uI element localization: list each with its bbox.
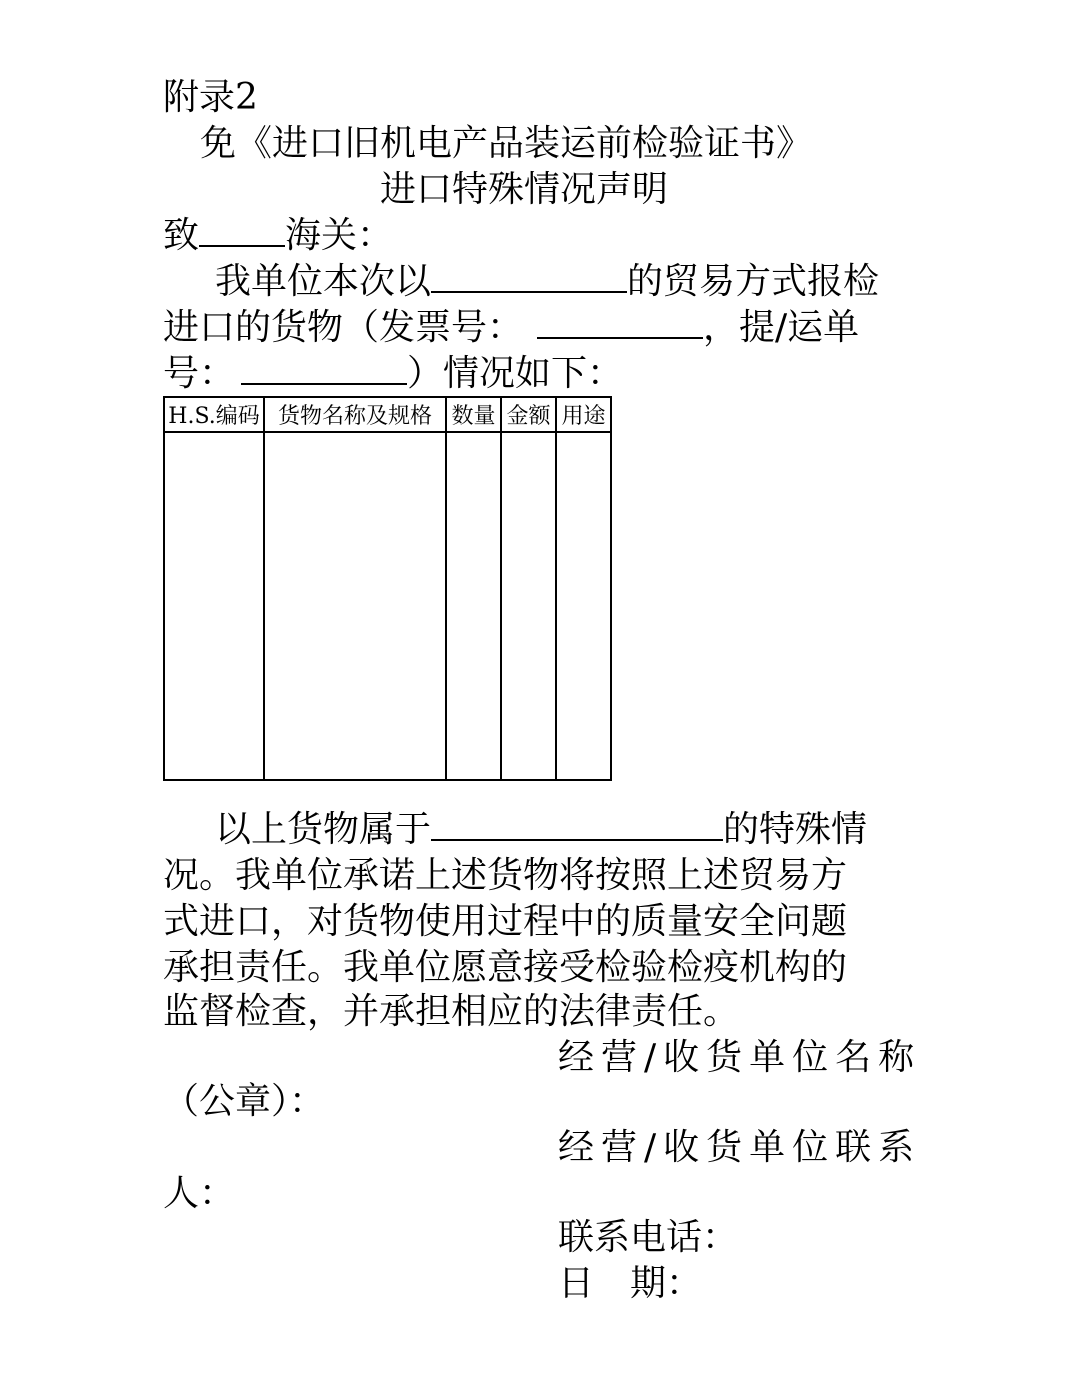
- goods-name-header: 货物名称及规格: [264, 397, 446, 432]
- amount-cell[interactable]: [501, 432, 556, 780]
- appendix-label: 附录2: [163, 77, 258, 118]
- customs-blank: [199, 215, 285, 247]
- phone-label: 联系电话：: [558, 1217, 739, 1258]
- para2-line-2: 况。我单位承诺上述货物将按照上述贸易方: [163, 855, 848, 896]
- table-header-row: [164, 397, 611, 432]
- para1-text: ）情况如下：: [407, 353, 624, 394]
- bill-of-lading-blank: [241, 353, 407, 385]
- para1-text: ，提/运单: [703, 307, 860, 348]
- goods-table: [163, 396, 612, 781]
- title-line-1: 免《进口旧机电产品装运前检验证书》: [200, 123, 813, 164]
- para2-line-4: 承担责任。我单位愿意接受检验检疫机构的: [163, 947, 848, 988]
- date-label: 日 期：: [558, 1263, 703, 1304]
- company-seal-label: （公章）：: [163, 1081, 326, 1122]
- para2-line-1: [163, 808, 867, 852]
- invoice-number-blank: [537, 307, 703, 339]
- addressee-prefix: 致: [163, 215, 200, 256]
- para1-text: 我单位本次以: [215, 261, 432, 302]
- para2-text: 以上货物属于: [215, 809, 432, 850]
- company-name-label: 经营/收货单位名称: [558, 1037, 922, 1078]
- hs-code-header: H.S.编码: [164, 397, 264, 432]
- para1-text: 进口的货物（发票号：: [163, 307, 524, 348]
- para2-line-3: 式进口，对货物使用过程中的质量安全问题: [163, 901, 848, 942]
- quantity-header: 数量: [446, 397, 501, 432]
- para2-line-5: 监督检查，并承担相应的法律责任。: [163, 991, 740, 1032]
- para1-text: 号：: [163, 353, 236, 394]
- table-row: [164, 432, 611, 780]
- trade-mode-blank: [431, 261, 627, 293]
- hs-code-cell[interactable]: [164, 432, 264, 780]
- usage-header: 用途: [556, 397, 611, 432]
- goods-name-cell[interactable]: [264, 432, 446, 780]
- amount-header: 金额: [501, 397, 556, 432]
- addressee-suffix: 海关：: [285, 215, 394, 256]
- contact-person-label: 经营/收货单位联系: [558, 1127, 922, 1168]
- para1-line-1: [163, 260, 913, 304]
- para2-text: 的特殊情: [723, 809, 868, 850]
- title-line-2: 进口特殊情况声明: [380, 169, 669, 210]
- special-case-blank: [431, 809, 723, 841]
- para1-line-3: [163, 352, 623, 396]
- contact-person-label-cont: 人：: [163, 1173, 236, 1214]
- para1-line-2: [163, 306, 859, 350]
- addressee-line: [163, 214, 393, 258]
- quantity-cell[interactable]: [446, 432, 501, 780]
- usage-cell[interactable]: [556, 432, 611, 780]
- para1-text: 的贸易方式报检: [627, 261, 880, 302]
